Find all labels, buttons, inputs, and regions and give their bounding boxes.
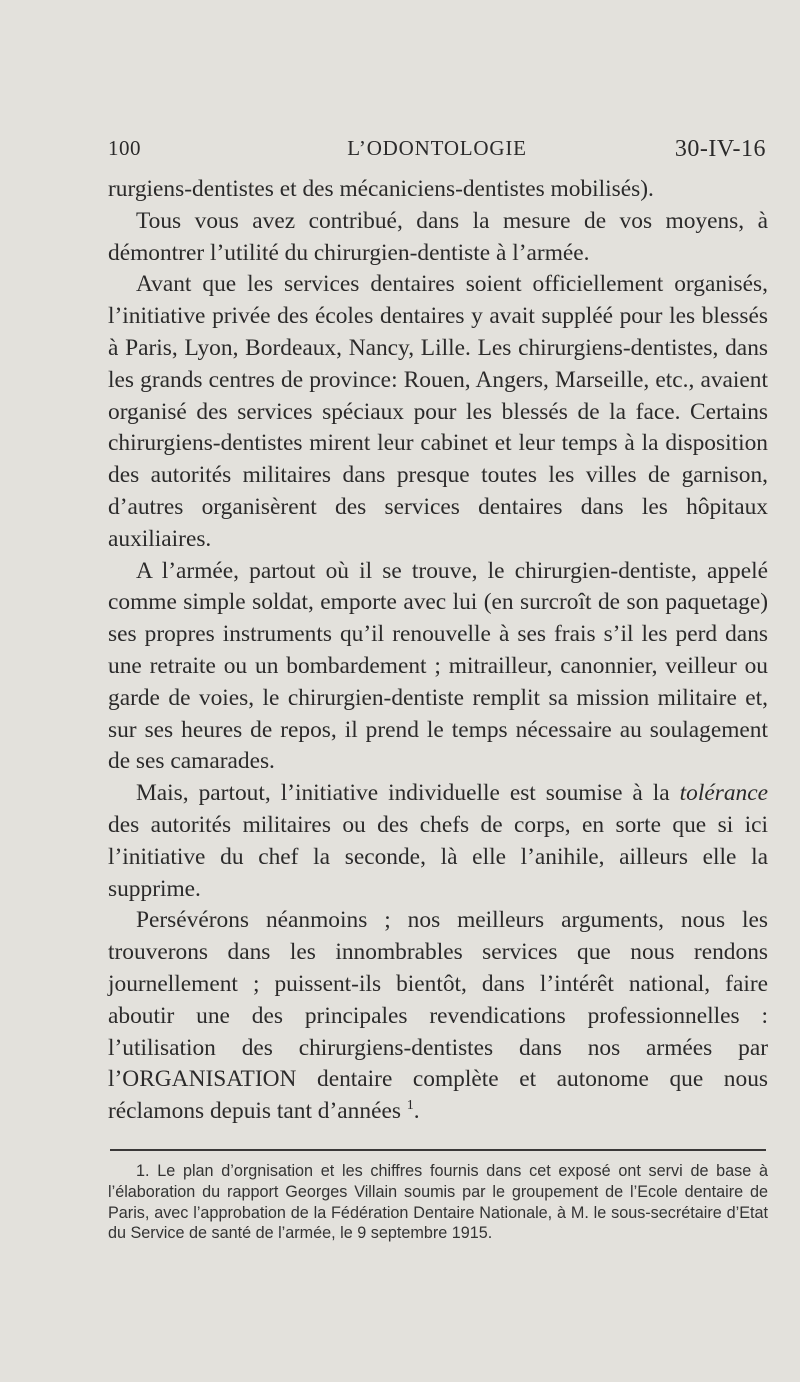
small-caps-word: ORGANISATION (122, 1066, 297, 1093)
footnote-reference: 1 (406, 1098, 414, 1114)
paragraph-continuation: rurgiens-dentistes et des mécaniciens-dentistes mobilisés). (108, 176, 654, 202)
footnote-rule (110, 1149, 766, 1151)
paragraph (108, 778, 768, 905)
body-text (108, 174, 768, 1128)
paragraph: Avant que les services dentaires soient officiellement organisés, l’initiative privée des écoles dentaires y avait suppléé pour les blessés à Paris, Lyon, Bordeaux, Nancy, Lille. Les chirurgiens-dentistes, dans les grands centres de province: Rouen, Angers, Marseille, etc., avaient organisé des services spéciaux pour les blessés de la face. Certains chirurgiens-dentistes mirent leur cabinet et leur temps à la disposition des autorités militaires dans presque toutes les villes de garnison, d’autres organisèrent des services dentaires dans les hôpitaux auxiliaires. (108, 271, 768, 552)
issue-date: 30-IV-16 (674, 136, 766, 162)
running-title: L’ODONTOLOGIE (347, 136, 527, 160)
footnote (108, 1161, 768, 1244)
paragraph-text: dentaire complète et autonome que nous réclamons depuis tant d’années (108, 1066, 768, 1125)
paragraph-end: . (413, 1098, 420, 1125)
paragraph-text: des autorités militaires ou des chefs de corps, en sorte que si ici l’initiative du chef la seconde, là elle l’anihile, ailleurs elle la supprime. (108, 811, 768, 902)
emphasized-word: tolérance (679, 780, 768, 807)
paragraph-text: Persévérons néanmoins ; nos meilleurs arguments, nous les trouverons dans les innombrables services que nous rendons journellement ; puissent-ils bientôt, dans l’intérêt national, faire aboutir une des principales revendications professionnelles : l’utilisation des chirurgiens-dentistes dans nos armées par l’ (108, 907, 768, 1093)
running-header (108, 136, 766, 170)
page-number: 100 (108, 136, 141, 160)
paragraph: Tous vous avez contribué, dans la mesure de vos moyens, à démontrer l’utilité du chirurgien-dentiste à l’armée. (108, 207, 768, 266)
paragraph (108, 905, 768, 1128)
footnote-text: 1. Le plan d’orgnisation et les chiffres fournis dans cet exposé ont servi de base à l’élaboration du rapport Georges Villain soumis par le groupement de l’Ecole dentaire de Paris, avec l’approbation de la Fédération Dentaire Nationale, à M. le sous-secrétaire d’Etat du Service de santé de l’armée, le 9 septembre 1915. (108, 1162, 768, 1243)
paragraph-text: Mais, partout, l’initiative individuelle est soumise à la (136, 780, 680, 807)
paragraph: A l’armée, partout où il se trouve, le chirurgien-dentiste, appelé comme simple soldat, emporte avec lui (en surcroît de son paquetage) ses propres instruments qu’il renouvelle à ses frais s’il les perd dans une retraite ou un bombardement ; mitrailleur, canonnier, veilleur ou garde de voies, le chirurgien-dentiste remplit sa mission militaire et, sur ses heures de repos, il prend le temps nécessaire au soulagement de ses camarades. (108, 557, 768, 775)
